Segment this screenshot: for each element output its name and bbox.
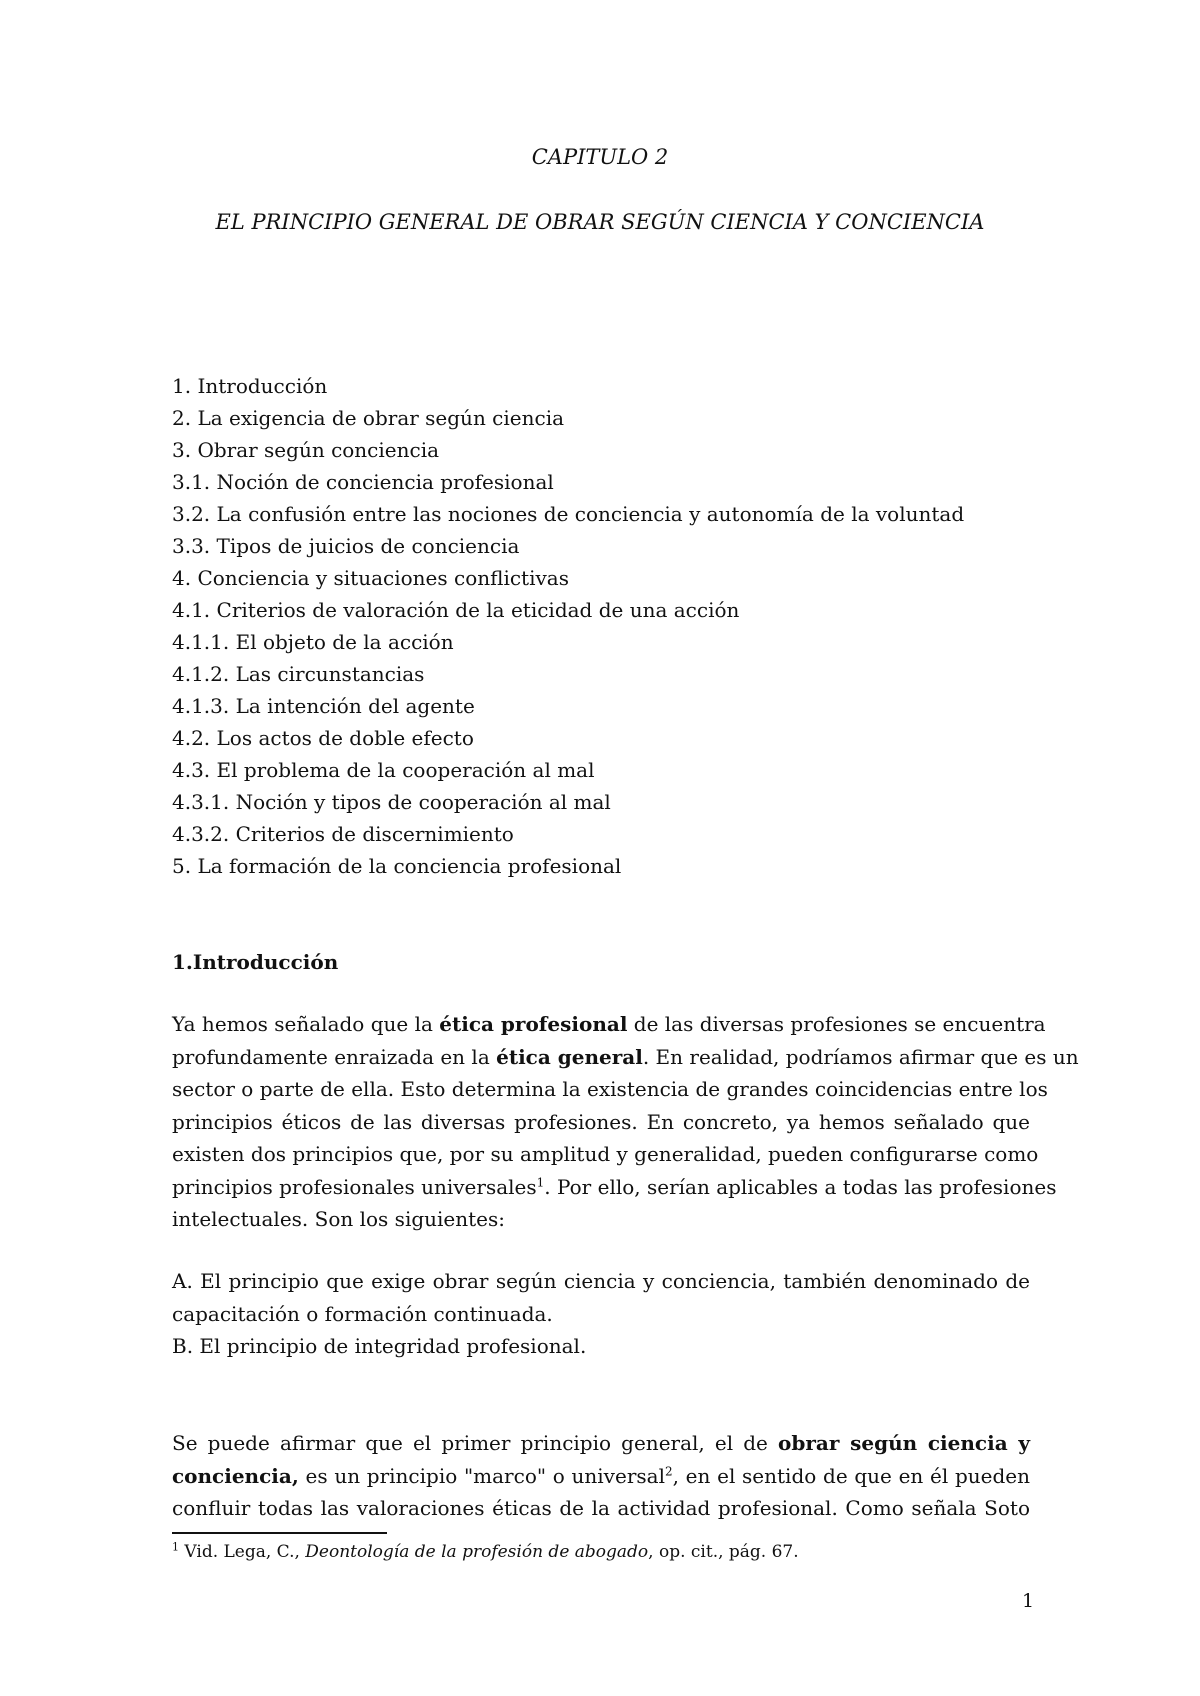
toc-item: 2. La exigencia de obrar según ciencia [172, 406, 565, 430]
page-number: 1 [1022, 1590, 1035, 1612]
principle-a-continued: capacitación o formación continuada. [172, 1301, 553, 1326]
paragraph-line [172, 1041, 1079, 1074]
text-run: , en el sentido de que en él pueden [672, 1463, 1030, 1488]
paragraph-line: principios éticos de las diversas profesiones. En concreto, ya hemos señalado que [172, 1109, 1030, 1134]
toc-item: 4.1.2. Las circunstancias [172, 662, 425, 686]
paragraph-line: sector o parte de ella. Esto determina la existencia de grandes coincidencias entre los [172, 1077, 1048, 1101]
principle-a: A. El principio que exige obrar según ciencia y conciencia, también denominado de [172, 1269, 1030, 1293]
footnote-reference[interactable]: 1 [536, 1174, 545, 1189]
toc-item: 4.3. El problema de la cooperación al mal [172, 758, 595, 782]
toc-item: 3.1. Noción de conciencia profesional [172, 470, 554, 494]
text-run: es un principio "marco" o universal [298, 1463, 665, 1488]
intro-paragraph [172, 1008, 1079, 1236]
table-of-contents [172, 370, 964, 882]
footnote-reference[interactable]: 2 [664, 1463, 673, 1478]
footnote-marker: 1 [172, 1540, 179, 1554]
toc-item: 4.2. Los actos de doble efecto [172, 726, 474, 750]
footnote-separator [172, 1532, 387, 1534]
text-run: . En realidad, podríamos afirmar que es un [642, 1044, 1079, 1069]
toc-item: 3.2. La confusión entre las nociones de conciencia y autonomía de la voluntad [172, 502, 965, 526]
footnote-prefix: Vid. Lega, C., [179, 1542, 306, 1562]
principles-list [172, 1265, 1030, 1363]
text-run: de las diversas profesiones se encuentra [627, 1012, 1046, 1036]
paragraph-line: intelectuales. Son los siguientes: [172, 1207, 506, 1231]
toc-item: 1. Introducción [172, 374, 328, 398]
paragraph-line [172, 1427, 1030, 1460]
paragraph-line [172, 1008, 1046, 1041]
text-run: . Por ello, serían aplicables a todas las profesiones [544, 1174, 1057, 1199]
principle-b: B. El principio de integridad profesional. [172, 1334, 587, 1358]
toc-item: 4.1.1. El objeto de la acción [172, 630, 454, 654]
text-run: principios profesionales universales [172, 1174, 537, 1199]
footnote [172, 1542, 799, 1562]
toc-item: 3. Obrar según conciencia [172, 438, 440, 462]
chapter-title: EL PRINCIPIO GENERAL DE OBRAR SEGÚN CIENCIA Y CONCIENCIA [215, 210, 985, 234]
toc-item: 5. La formación de la conciencia profesional [172, 854, 622, 878]
bold-term: conciencia, [172, 1463, 299, 1488]
body-paragraph [172, 1427, 1030, 1525]
text-run: profundamente enraizada en la [172, 1044, 497, 1069]
chapter-label: CAPITULO 2 [531, 145, 669, 169]
toc-item: 4.3.1. Noción y tipos de cooperación al mal [172, 790, 611, 814]
toc-item: 4.1.3. La intención del agente [172, 694, 475, 718]
paragraph-line [172, 1171, 1057, 1204]
toc-item: 3.3. Tipos de juicios de conciencia [172, 534, 520, 558]
paragraph-line: existen dos principios que, por su amplitud y generalidad, pueden configurarse como [172, 1142, 1039, 1166]
section-heading: 1.Introducción [172, 950, 339, 974]
toc-item: 4.3.2. Criterios de discernimiento [172, 822, 514, 846]
bold-term: obrar según ciencia y [778, 1431, 1031, 1455]
toc-item: 4. Conciencia y situaciones conflictivas [172, 566, 569, 590]
footnote-book-title: Deontología de la profesión de abogado [305, 1542, 649, 1562]
bold-term: ética profesional [439, 1012, 628, 1036]
paragraph-line [172, 1460, 1030, 1493]
toc-item: 4.1. Criterios de valoración de la eticidad de una acción [172, 598, 740, 622]
text-run: Ya hemos señalado que la [172, 1012, 440, 1036]
text-run: Se puede afirmar que el primer principio general, el de [172, 1431, 779, 1455]
footnote-suffix: , op. cit., pág. 67. [648, 1542, 799, 1562]
bold-term: ética general [496, 1044, 643, 1069]
paragraph-line: confluir todas las valoraciones éticas de la actividad profesional. Como señala Soto [172, 1496, 1030, 1520]
